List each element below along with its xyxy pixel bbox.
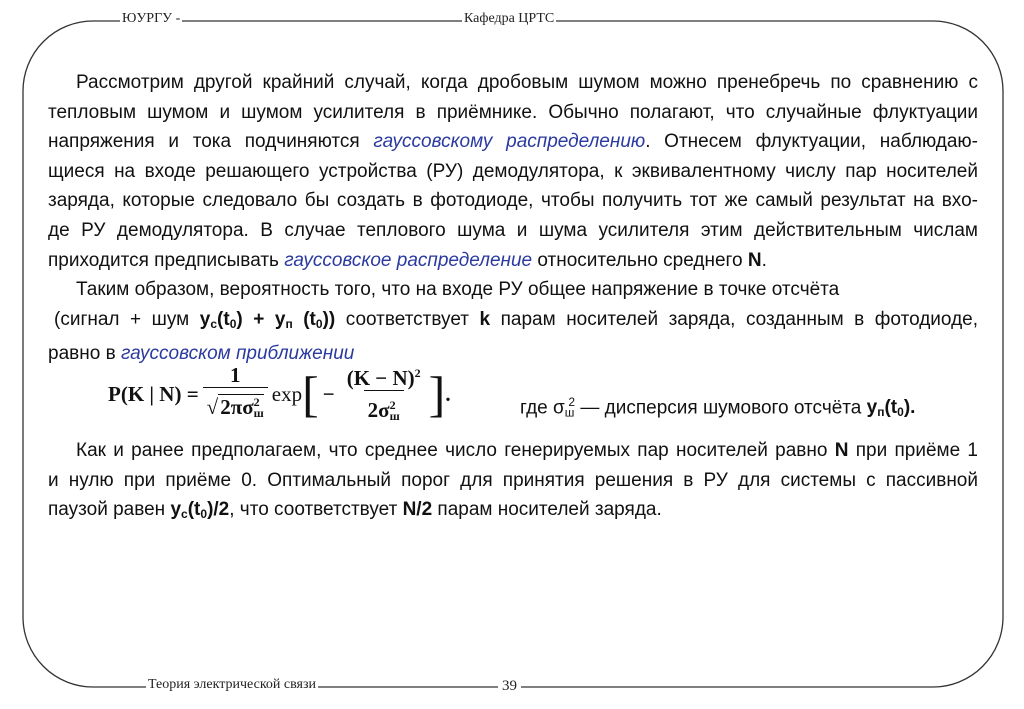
t-open: (t	[217, 308, 230, 330]
p3-t: (t	[187, 499, 201, 521]
sigma-sup: 2	[568, 395, 576, 409]
where-mid: — дисперсия шумового отсчёта	[575, 397, 867, 419]
where-t-end: ).	[903, 397, 916, 419]
p3-y: y	[170, 499, 182, 521]
inner-den-sub: ш	[389, 408, 400, 423]
sqrt-body	[218, 394, 264, 419]
inner-fraction	[343, 361, 425, 428]
formula-end: .	[445, 381, 451, 406]
noise-sample-term	[867, 397, 916, 418]
p1-l7-end: .	[761, 249, 767, 271]
sqrt-sup: 2	[253, 395, 260, 409]
fraction-denominator: $√2\pi\sigma^2_ш$	[203, 387, 268, 425]
y-sub-p: п	[285, 316, 293, 331]
left-bracket: [	[302, 366, 319, 422]
t-close: )	[236, 308, 243, 330]
y-sym-2: y	[274, 308, 286, 330]
paragraph-2	[48, 275, 978, 369]
p1-line-3	[48, 127, 978, 157]
inner-num-text: (K − N)	[346, 365, 415, 390]
p3-l1-N: N	[834, 440, 849, 461]
p1-line-6: де РУ демодулятора. В случае теплового шума и шума усилителя этим действительным числам	[48, 219, 978, 241]
formula-lhs: P(K | N) =	[108, 381, 199, 406]
p1-line-7	[48, 246, 978, 276]
right-bracket: ]	[428, 366, 446, 422]
p1-l7-mid: относительно среднего	[532, 249, 748, 271]
p3-l3-tail: парам носителей заряда.	[432, 499, 662, 521]
inner-den-sup: 2	[389, 397, 396, 412]
where-text: где σ	[520, 397, 565, 419]
fraction-numerator: 1	[229, 363, 241, 387]
signal-term	[200, 309, 335, 330]
p3-N-half: N/2	[402, 499, 433, 521]
p3-line-3	[48, 495, 978, 530]
formula-exp: exp	[271, 381, 303, 406]
p1-line-4: щиеся на входе решающего устройства (РУ) демодулятора, к эквивалентному числу пар носителей	[48, 160, 978, 182]
p3-l3-mid: , что соответствует	[229, 499, 403, 521]
y-sym: y	[199, 308, 211, 330]
probability-formula	[108, 362, 451, 426]
p3-l1-text: Как и ранее предполагаем, что среднее число генерируемых пар носителей равно	[76, 440, 835, 461]
p2-l2-tail: парам носителей заряда, созданным в фотодиоде,	[490, 308, 979, 330]
p3-l1-tail: при приёме 1	[848, 440, 978, 461]
threshold-term	[170, 499, 229, 520]
p3-line-2: и нулю при приёме 0. Оптимальный порог для принятия решения в РУ для системы с пассивной	[48, 469, 978, 491]
gaussian-distribution-link: гауссовскому распределению	[373, 131, 646, 153]
p1-l3-tail: . Отнесем флуктуации, наблюдаю-	[645, 131, 979, 153]
formula-fraction	[203, 363, 268, 425]
t-close-2: ))	[322, 308, 336, 330]
paragraph-3	[48, 436, 978, 530]
p2-l2-text: (сигнал + шум	[54, 308, 200, 330]
inner-num-sup: 2	[414, 365, 421, 380]
formula-minus: −	[322, 381, 335, 406]
p3-t-sub: 0	[200, 507, 208, 522]
p2-l3-text: равно в	[48, 343, 121, 365]
p1-line-1: Рассмотрим другой крайний случай, когда дробовым шумом можно пренебречь по сравнению с	[76, 72, 978, 93]
where-y: y	[866, 397, 878, 419]
inner-numerator	[343, 361, 425, 390]
page-number: 39	[498, 678, 521, 695]
sqrt-sub: ш	[253, 406, 264, 420]
p1-l7-text: приходится предписывать	[48, 249, 285, 271]
sqrt-text: 2πσ	[220, 395, 254, 419]
p3-line-1	[48, 436, 978, 466]
p3-y-sub: c	[181, 507, 188, 522]
plus: +	[242, 308, 275, 330]
gaussian-distribution-link-2: гауссовское распределение	[284, 249, 533, 271]
p2-line-2	[48, 305, 978, 340]
header-left: ЮУРГУ -	[122, 11, 181, 26]
y-sub-c: c	[210, 316, 218, 331]
paragraph-1	[48, 68, 978, 275]
p1-l3-text: напряжения и тока подчиняются	[48, 131, 374, 153]
t-sub: 0	[229, 316, 237, 331]
inner-denominator	[364, 390, 404, 428]
header-right: Кафедра ЦРТС	[464, 11, 555, 26]
variance-note	[520, 395, 915, 419]
inner-den-text: 2σ	[367, 397, 390, 422]
where-y-sub: п	[877, 405, 885, 420]
where-t: (t	[884, 397, 898, 419]
p3-t-end: )/2	[207, 499, 230, 521]
gaussian-approximation-link: гауссовском приближении	[120, 343, 355, 365]
t-open-2: (t	[292, 308, 316, 330]
p2-l2-mid: соответствует	[335, 308, 480, 330]
sigma-sub: ш	[564, 405, 575, 420]
p3-l3-text: паузой равен	[48, 499, 171, 521]
where-t-sub: 0	[897, 405, 904, 420]
k-sym: k	[479, 308, 491, 330]
t-sub-2: 0	[315, 316, 323, 331]
p2-line-1: Таким образом, вероятность того, что на входе РУ общее напряжение в точке отсчёта	[76, 279, 840, 300]
p1-line-2: тепловым шумом и шумом усилителя в приёмнике. Обычно полагают, что случайные флуктуации	[48, 101, 978, 123]
footer-left: Теория электрической связи	[148, 677, 317, 692]
p1-line-5: заряда, которые следовало бы создать в фотодиоде, чтобы получить тот же самый результат на вхо-	[48, 190, 978, 212]
p1-l7-N: N	[747, 249, 762, 271]
